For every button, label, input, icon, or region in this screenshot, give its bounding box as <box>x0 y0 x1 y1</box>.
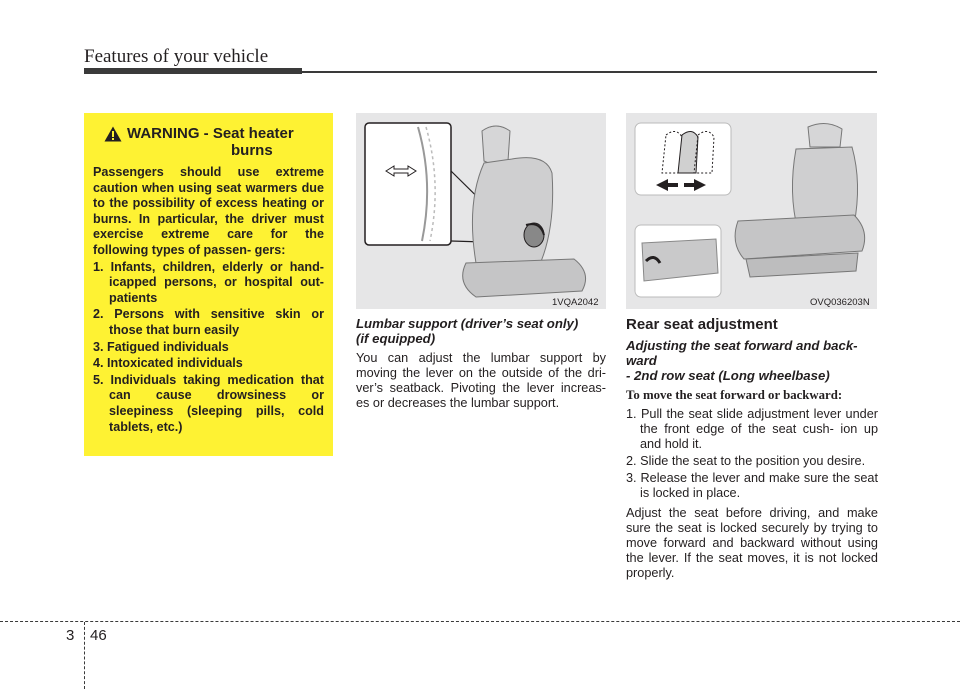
footer-rule <box>0 621 960 622</box>
warning-list-item: 3. Fatigued individuals <box>93 339 229 354</box>
rear-seat-illustration <box>626 113 877 309</box>
warning-subtitle-line2: burns <box>231 142 273 159</box>
warning-list <box>93 260 324 436</box>
header-bar <box>84 68 302 74</box>
header-rule <box>300 71 877 73</box>
figure-code-rear: OVQ036203N <box>810 297 870 308</box>
lumbar-section <box>356 316 606 411</box>
rear-seat-title: Rear seat adjustment <box>626 316 778 333</box>
rear-seat-lead: To move the seat forward or backward: <box>626 388 843 402</box>
warning-subtitle: - Seat heater <box>203 125 294 142</box>
rear-seat-subtitle: Adjusting the seat forward and back- <box>626 338 858 353</box>
lumbar-body: You can adjust the lumbar support by moving the lever on the outside of the dri- ver’s seatback. Pivoting the lever increas- es or decreases the lumbar support. <box>356 351 606 410</box>
warning-title <box>127 125 294 142</box>
warning-triangle-icon <box>104 126 122 142</box>
lumbar-title: Lumbar support (driver’s seat only) <box>356 316 579 331</box>
warning-list-item: 5. Individuals taking medication that can cause drowsiness or sleepiness (sleeping pills, cold tablets, etc.) <box>93 372 324 434</box>
warning-list-item: 4. Intoxicated individuals <box>93 356 243 371</box>
warning-list-item: 1. Infants, children, elderly or hand- icapped persons, or hospital out- patients <box>93 259 324 305</box>
chapter-number: 3 <box>66 627 75 644</box>
rear-seat-steps <box>626 407 878 501</box>
lumbar-seat-illustration <box>356 113 606 309</box>
warning-body: Passengers should use extreme caution when using seat warmers due to the possibility of excess heating or burns. In particular, the driver must exercise extreme care for the following types of passen- gers: <box>93 165 324 257</box>
lumbar-title-qualifier: (if equipped) <box>356 331 436 346</box>
page-number: 46 <box>90 627 107 644</box>
rear-seat-note: Adjust the seat before driving, and make sure the seat is locked securely by trying to move forward and backward without using the lever. If the seat moves, it is not locked properly. <box>626 506 878 580</box>
rear-seat-step: 3. Release the lever and make sure the seat is locked in place. <box>626 471 878 500</box>
page-header-title: Features of your vehicle <box>84 46 269 67</box>
rear-seat-subtitle-cont: ward <box>626 353 657 368</box>
rear-seat-figure <box>626 113 877 309</box>
warning-header <box>93 123 324 163</box>
warning-list-item: 2. Persons with sensitive skin or those that burn easily <box>93 307 324 337</box>
figure-code-lumbar: 1VQA2042 <box>552 297 599 308</box>
lumbar-support-figure <box>356 113 606 309</box>
footer-divider <box>84 622 85 689</box>
warning-box <box>84 113 333 456</box>
warning-label: WARNING <box>127 125 200 142</box>
rear-seat-subtitle-row: - 2nd row seat (Long wheelbase) <box>626 368 830 383</box>
rear-seat-step: 2. Slide the seat to the position you desire. <box>626 454 866 468</box>
rear-seat-section <box>626 316 878 581</box>
rear-seat-step: 1. Pull the seat slide adjustment lever under the front edge of the seat cush- ion up and hold it. <box>626 407 878 451</box>
